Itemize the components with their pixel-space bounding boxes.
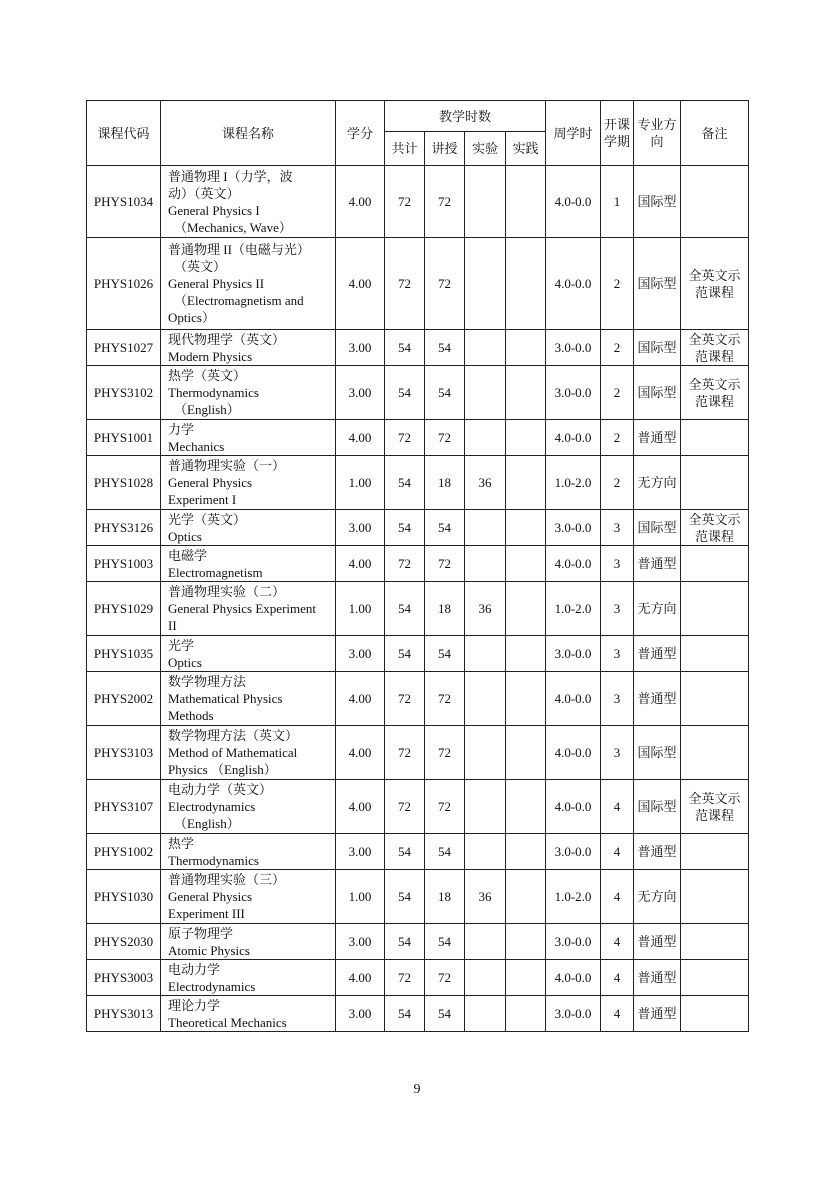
- header-total: 共计: [385, 132, 425, 166]
- course-practice: [506, 996, 546, 1032]
- course-name-line: 数学物理方法: [168, 674, 247, 689]
- course-practice: [506, 420, 546, 456]
- course-credit: 4.00: [336, 420, 385, 456]
- table-row: [87, 330, 749, 366]
- course-weekly: 4.0-0.0: [546, 726, 601, 780]
- course-name-line: 电磁学: [168, 547, 208, 563]
- course-lab: 36: [465, 456, 506, 510]
- course-lecture: 72: [425, 238, 465, 330]
- course-lab: [465, 510, 506, 546]
- course-name-line: Thermodynamics: [168, 852, 259, 868]
- header-lecture: 讲授: [425, 132, 465, 166]
- course-name-line: Thermodynamics: [168, 385, 259, 400]
- course-note: 全英文示范课程: [681, 330, 749, 366]
- course-credit: 1.00: [336, 582, 385, 636]
- course-table-container: [86, 100, 748, 1032]
- course-lecture: 54: [425, 510, 465, 546]
- course-note: [681, 636, 749, 672]
- course-note: [681, 960, 749, 996]
- course-direction: 普通型: [634, 960, 681, 996]
- course-credit: 3.00: [336, 924, 385, 960]
- header-code: 课程代码: [87, 101, 161, 166]
- course-name: [161, 366, 336, 420]
- course-direction: 国际型: [634, 238, 681, 330]
- course-lecture: 18: [425, 870, 465, 924]
- course-credit: 4.00: [336, 672, 385, 726]
- course-name-line: Experiment I: [168, 492, 237, 507]
- course-code: PHYS3013: [87, 996, 161, 1032]
- course-name-line: （Electromagnetism and: [174, 293, 304, 308]
- course-lecture: 54: [425, 834, 465, 870]
- table-row: [87, 366, 749, 420]
- course-practice: [506, 510, 546, 546]
- course-term: 3: [601, 546, 634, 582]
- course-name-line: 光学（英文）: [168, 511, 247, 527]
- course-note: [681, 834, 749, 870]
- course-total: 72: [385, 546, 425, 582]
- course-name-line: 普通物理 II（电磁与光）: [168, 242, 310, 257]
- course-name-line: General Physics: [168, 889, 253, 904]
- course-practice: [506, 366, 546, 420]
- table-row: [87, 420, 749, 456]
- course-total: 72: [385, 960, 425, 996]
- course-name-line: Atomic Physics: [168, 942, 250, 958]
- header-weekly: 周学时: [546, 101, 601, 166]
- course-note: [681, 546, 749, 582]
- course-name-line: Experiment III: [168, 906, 245, 921]
- course-weekly: 4.0-0.0: [546, 238, 601, 330]
- course-code: PHYS1034: [87, 166, 161, 238]
- course-name: [161, 238, 336, 330]
- header-practice: 实践: [506, 132, 546, 166]
- course-name-line: 普通物理实验（三）: [168, 872, 286, 887]
- course-term: 4: [601, 924, 634, 960]
- course-lab: [465, 238, 506, 330]
- table-row: [87, 834, 749, 870]
- course-name-line: General Physics I: [168, 202, 260, 218]
- course-name-line: General Physics: [168, 475, 253, 490]
- course-credit: 4.00: [336, 546, 385, 582]
- course-practice: [506, 166, 546, 238]
- table-row: [87, 870, 749, 924]
- course-lab: [465, 834, 506, 870]
- course-direction: 国际型: [634, 726, 681, 780]
- course-direction: 普通型: [634, 420, 681, 456]
- course-lab: 36: [465, 870, 506, 924]
- course-code: PHYS3126: [87, 510, 161, 546]
- course-weekly: 4.0-0.0: [546, 960, 601, 996]
- course-note: 全英文示范课程: [681, 366, 749, 420]
- course-term: 1: [601, 166, 634, 238]
- table-row: [87, 672, 749, 726]
- course-name: [161, 780, 336, 834]
- course-term: 2: [601, 238, 634, 330]
- course-total: 54: [385, 924, 425, 960]
- course-direction: 普通型: [634, 834, 681, 870]
- table-row: [87, 166, 749, 238]
- course-direction: 无方向: [634, 456, 681, 510]
- course-credit: 4.00: [336, 726, 385, 780]
- course-practice: [506, 582, 546, 636]
- course-lecture: 54: [425, 996, 465, 1032]
- table-row: [87, 582, 749, 636]
- course-note: [681, 924, 749, 960]
- course-direction: 国际型: [634, 366, 681, 420]
- header-name: 课程名称: [161, 101, 336, 166]
- course-name-line: 光学: [168, 637, 195, 653]
- course-name-line: （Mechanics, Wave）: [174, 219, 292, 235]
- course-note: [681, 420, 749, 456]
- course-total: 72: [385, 780, 425, 834]
- course-code: PHYS1003: [87, 546, 161, 582]
- course-weekly: 3.0-0.0: [546, 510, 601, 546]
- table-row: [87, 456, 749, 510]
- course-term: 4: [601, 870, 634, 924]
- course-direction: 普通型: [634, 546, 681, 582]
- course-total: 72: [385, 726, 425, 780]
- course-term: 3: [601, 582, 634, 636]
- course-name-line: Mechanics: [168, 438, 225, 454]
- course-note: [681, 582, 749, 636]
- course-name: [161, 996, 336, 1032]
- course-credit: 3.00: [336, 366, 385, 420]
- course-lab: 36: [465, 582, 506, 636]
- course-code: PHYS1027: [87, 330, 161, 366]
- course-lab: [465, 330, 506, 366]
- course-note: [681, 672, 749, 726]
- course-code: PHYS1029: [87, 582, 161, 636]
- header-term: 开课学期: [601, 101, 634, 166]
- course-weekly: 3.0-0.0: [546, 636, 601, 672]
- course-lecture: 54: [425, 366, 465, 420]
- course-name-line: 数学物理方法（英文）: [168, 728, 299, 743]
- table-row: [87, 546, 749, 582]
- course-name-line: Optics）: [168, 310, 215, 325]
- course-name-line: 普通物理 I（力学，波: [168, 168, 293, 184]
- course-practice: [506, 780, 546, 834]
- course-term: 4: [601, 780, 634, 834]
- course-name-line: General Physics Experiment: [168, 601, 317, 616]
- course-practice: [506, 924, 546, 960]
- course-name-line: （English）: [174, 402, 240, 417]
- course-name-line: General Physics II: [168, 276, 265, 291]
- course-name: [161, 456, 336, 510]
- course-weekly: 4.0-0.0: [546, 166, 601, 238]
- course-name-line: Method of Mathematical: [168, 745, 298, 760]
- table-row: [87, 780, 749, 834]
- course-weekly: 3.0-0.0: [546, 834, 601, 870]
- course-code: PHYS3003: [87, 960, 161, 996]
- course-code: PHYS2030: [87, 924, 161, 960]
- course-name: [161, 924, 336, 960]
- course-credit: 3.00: [336, 510, 385, 546]
- course-weekly: 4.0-0.0: [546, 420, 601, 456]
- course-weekly: 1.0-2.0: [546, 456, 601, 510]
- course-code: PHYS3102: [87, 366, 161, 420]
- course-direction: 普通型: [634, 996, 681, 1032]
- course-name-line: Optics: [168, 528, 202, 544]
- course-lecture: 54: [425, 636, 465, 672]
- course-note: 全英文示范课程: [681, 510, 749, 546]
- course-total: 54: [385, 366, 425, 420]
- course-weekly: 4.0-0.0: [546, 672, 601, 726]
- header-lab: 实验: [465, 132, 506, 166]
- course-lab: [465, 166, 506, 238]
- course-term: 4: [601, 834, 634, 870]
- course-direction: 国际型: [634, 780, 681, 834]
- course-lecture: 54: [425, 330, 465, 366]
- course-term: 2: [601, 456, 634, 510]
- course-total: 72: [385, 672, 425, 726]
- course-credit: 4.00: [336, 166, 385, 238]
- course-term: 3: [601, 510, 634, 546]
- page-number: 9: [413, 1082, 421, 1097]
- table-header: [87, 101, 749, 166]
- course-lecture: 72: [425, 780, 465, 834]
- course-weekly: 4.0-0.0: [546, 780, 601, 834]
- course-practice: [506, 546, 546, 582]
- course-lecture: 72: [425, 166, 465, 238]
- course-name-line: Theoretical Mechanics: [168, 1014, 287, 1030]
- course-total: 54: [385, 456, 425, 510]
- course-total: 72: [385, 420, 425, 456]
- course-name-line: 热学（英文）: [168, 368, 247, 383]
- course-code: PHYS3107: [87, 780, 161, 834]
- course-total: 54: [385, 582, 425, 636]
- header-note: 备注: [681, 101, 749, 166]
- course-name-line: Optics: [168, 654, 202, 670]
- course-lecture: 72: [425, 960, 465, 996]
- course-credit: 3.00: [336, 834, 385, 870]
- course-credit: 3.00: [336, 996, 385, 1032]
- course-total: 54: [385, 834, 425, 870]
- course-name: [161, 420, 336, 456]
- table-row: [87, 960, 749, 996]
- course-credit: 1.00: [336, 456, 385, 510]
- course-name-line: 普通物理实验（一）: [168, 458, 286, 473]
- course-weekly: 3.0-0.0: [546, 924, 601, 960]
- course-practice: [506, 960, 546, 996]
- course-lecture: 18: [425, 582, 465, 636]
- course-code: PHYS1035: [87, 636, 161, 672]
- course-total: 54: [385, 330, 425, 366]
- course-lecture: 18: [425, 456, 465, 510]
- course-name-line: Electrodynamics: [168, 799, 256, 814]
- course-term: 2: [601, 366, 634, 420]
- course-note: 全英文示范课程: [681, 780, 749, 834]
- course-lab: [465, 672, 506, 726]
- course-name-line: 电动力学: [168, 961, 221, 977]
- course-lecture: 54: [425, 924, 465, 960]
- course-name: [161, 870, 336, 924]
- course-code: PHYS1030: [87, 870, 161, 924]
- course-practice: [506, 636, 546, 672]
- course-term: 3: [601, 726, 634, 780]
- course-code: PHYS1028: [87, 456, 161, 510]
- course-note: [681, 870, 749, 924]
- course-name-line: 电动力学（英文）: [168, 782, 273, 797]
- table-row: [87, 726, 749, 780]
- course-credit: 4.00: [336, 780, 385, 834]
- course-name: [161, 510, 336, 546]
- course-name-line: 力学: [168, 421, 195, 437]
- course-direction: 无方向: [634, 582, 681, 636]
- course-name: [161, 726, 336, 780]
- course-weekly: 3.0-0.0: [546, 996, 601, 1032]
- course-note: [681, 996, 749, 1032]
- course-total: 54: [385, 870, 425, 924]
- course-name-line: 现代物理学（英文）: [168, 331, 286, 347]
- course-term: 3: [601, 636, 634, 672]
- course-name-line: Physics （English）: [168, 762, 277, 777]
- table-row: [87, 510, 749, 546]
- course-practice: [506, 870, 546, 924]
- course-name-line: Modern Physics: [168, 348, 253, 364]
- course-note: 全英文示范课程: [681, 238, 749, 330]
- course-lecture: 72: [425, 546, 465, 582]
- course-direction: 国际型: [634, 330, 681, 366]
- table-body: [87, 166, 749, 1032]
- course-name: [161, 636, 336, 672]
- course-name-line: Methods: [168, 708, 214, 723]
- course-direction: 普通型: [634, 672, 681, 726]
- course-term: 2: [601, 330, 634, 366]
- course-credit: 4.00: [336, 238, 385, 330]
- course-lab: [465, 780, 506, 834]
- course-code: PHYS2002: [87, 672, 161, 726]
- course-name: [161, 166, 336, 238]
- course-term: 2: [601, 420, 634, 456]
- course-practice: [506, 672, 546, 726]
- course-weekly: 3.0-0.0: [546, 330, 601, 366]
- course-lecture: 72: [425, 672, 465, 726]
- course-term: 4: [601, 996, 634, 1032]
- course-note: [681, 166, 749, 238]
- course-weekly: 1.0-2.0: [546, 582, 601, 636]
- course-practice: [506, 834, 546, 870]
- course-credit: 3.00: [336, 330, 385, 366]
- course-lab: [465, 924, 506, 960]
- course-name-line: Electromagnetism: [168, 564, 263, 580]
- course-practice: [506, 726, 546, 780]
- course-name-line: 原子物理学: [168, 925, 234, 941]
- course-practice: [506, 456, 546, 510]
- course-lab: [465, 996, 506, 1032]
- course-code: PHYS1002: [87, 834, 161, 870]
- course-total: 72: [385, 166, 425, 238]
- course-note: [681, 456, 749, 510]
- table-row: [87, 238, 749, 330]
- course-practice: [506, 238, 546, 330]
- course-lecture: 72: [425, 726, 465, 780]
- table-row: [87, 996, 749, 1032]
- course-name-line: Mathematical Physics: [168, 691, 283, 706]
- course-name: [161, 546, 336, 582]
- course-lecture: 72: [425, 420, 465, 456]
- course-term: 3: [601, 672, 634, 726]
- course-direction: 国际型: [634, 166, 681, 238]
- course-name-line: （英文）: [174, 259, 227, 274]
- course-name: [161, 672, 336, 726]
- course-lab: [465, 636, 506, 672]
- course-name-line: Electrodynamics: [168, 978, 256, 994]
- course-name-line: 动）（英文）: [168, 185, 240, 201]
- course-code: PHYS1026: [87, 238, 161, 330]
- header-direction: 专业方向: [634, 101, 681, 166]
- course-lab: [465, 726, 506, 780]
- course-lab: [465, 546, 506, 582]
- course-name-line: 理论力学: [168, 997, 221, 1013]
- course-name: [161, 834, 336, 870]
- course-name-line: II: [168, 618, 177, 633]
- table-row: [87, 924, 749, 960]
- course-direction: 普通型: [634, 924, 681, 960]
- course-practice: [506, 330, 546, 366]
- course-name-line: 普通物理实验（二）: [168, 584, 286, 599]
- course-code: PHYS1001: [87, 420, 161, 456]
- course-name: [161, 330, 336, 366]
- course-weekly: 1.0-2.0: [546, 870, 601, 924]
- course-name: [161, 582, 336, 636]
- course-note: [681, 726, 749, 780]
- course-lab: [465, 960, 506, 996]
- course-lab: [465, 366, 506, 420]
- course-table: [86, 100, 749, 1032]
- course-name-line: 热学: [168, 835, 195, 851]
- course-name-line: （English）: [174, 816, 240, 831]
- course-lab: [465, 420, 506, 456]
- header-credit: 学分: [336, 101, 385, 166]
- header-hours-group: 教学时数: [385, 101, 546, 132]
- course-direction: 国际型: [634, 510, 681, 546]
- course-credit: 4.00: [336, 960, 385, 996]
- course-total: 54: [385, 636, 425, 672]
- course-credit: 3.00: [336, 636, 385, 672]
- course-total: 54: [385, 996, 425, 1032]
- course-direction: 普通型: [634, 636, 681, 672]
- course-weekly: 4.0-0.0: [546, 546, 601, 582]
- course-total: 54: [385, 510, 425, 546]
- course-term: 4: [601, 960, 634, 996]
- course-direction: 无方向: [634, 870, 681, 924]
- course-name: [161, 960, 336, 996]
- table-row: [87, 636, 749, 672]
- course-weekly: 3.0-0.0: [546, 366, 601, 420]
- course-credit: 1.00: [336, 870, 385, 924]
- course-code: PHYS3103: [87, 726, 161, 780]
- course-total: 72: [385, 238, 425, 330]
